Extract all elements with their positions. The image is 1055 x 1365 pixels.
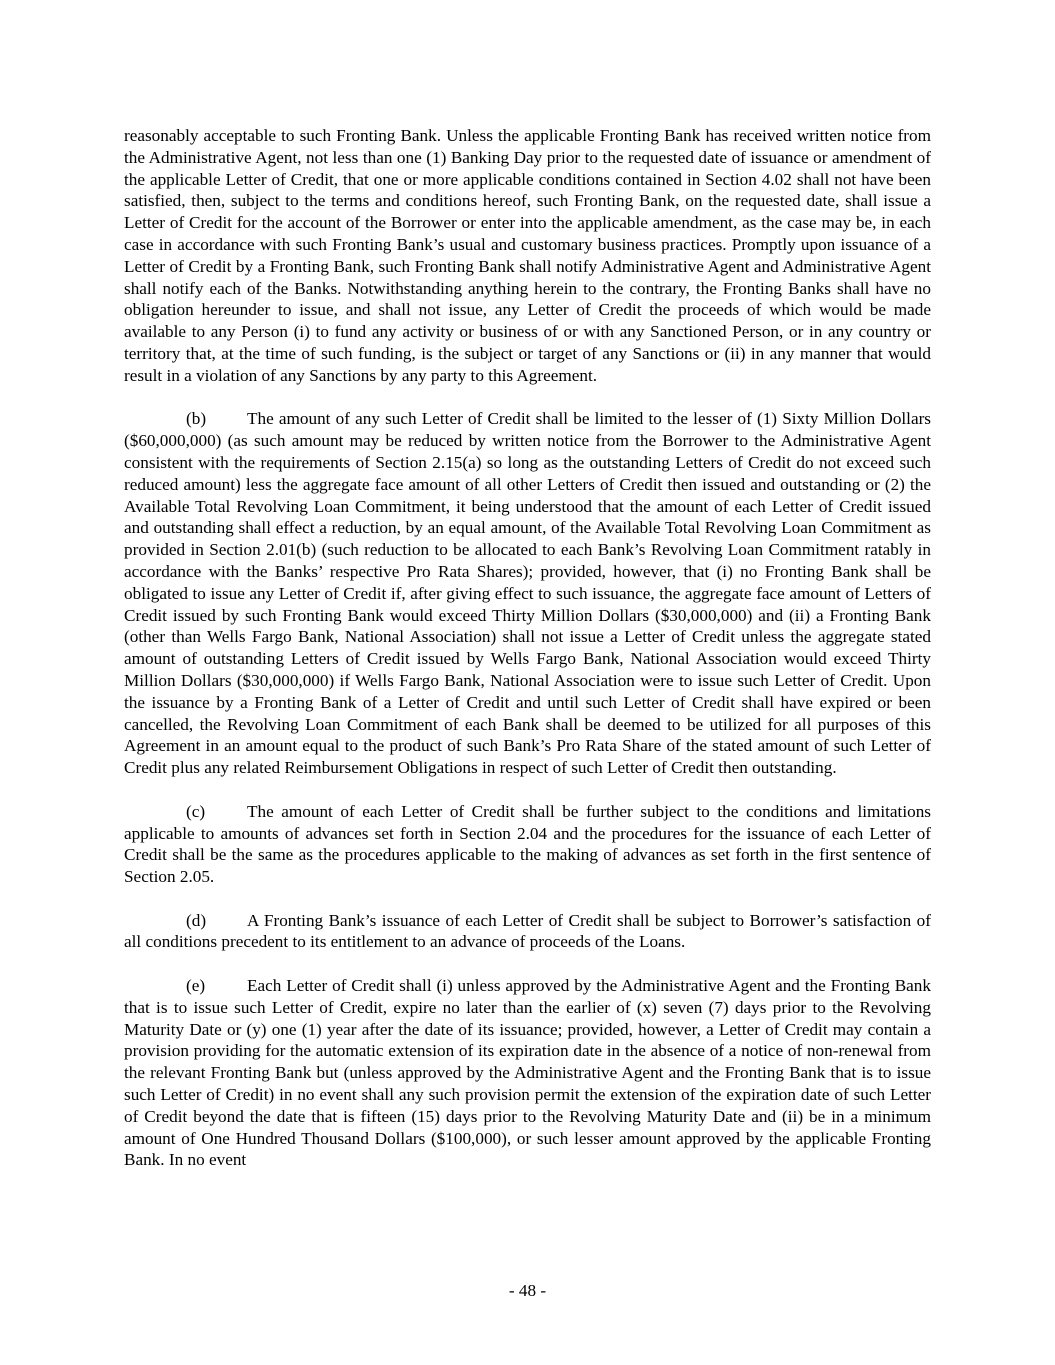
- paragraph-label: (d): [186, 910, 207, 930]
- paragraph-text: The amount of any such Letter of Credit shall be limited to the lesser of (1) Sixty Million Dollars ($60,000,000) (as such amount may be reduced by written notice from the Borrower to the Administrative Agent consistent with the requirements of Section 2.15(a) so long as the outstanding Letters of Credit do not exceed such reduced amount) less the aggregate face amount of all other Letters of Credit then issued and outstanding or (2) the Available Total Revolving Loan Commitment, it being understood that the amount of each Letter of Credit issued and outstanding shall effect a reduction, by an equal amount, of the Available Total Revolving Loan Commitment as provided in Section 2.01(b) (such reduction to be allocated to each Bank’s Revolving Loan Commitment ratably in accordance with the Banks’ respective Pro Rata Shares); provided, however, that (i) no Fronting Bank shall be obligated to issue any Letter of Credit if, after giving effect to such issuance, the aggregate face amount of Letters of Credit issued by such Fronting Bank would exceed Thirty Million Dollars ($30,000,000) and (ii) a Fronting Bank (other than Wells Fargo Bank, National Association) shall not issue a Letter of Credit unless the aggregate stated amount of outstanding Letters of Credit issued by Wells Fargo Bank, National Association would exceed Thirty Million Dollars ($30,000,000) if Wells Fargo Bank, National Association were to issue such Letter of Credit. Upon the issuance by a Fronting Bank of a Letter of Credit and until such Letter of Credit shall have expired or been cancelled, the Revolving Loan Commitment of each Bank shall be deemed to be utilized for all purposes of this Agreement in an amount equal to the product of such Bank’s Pro Rata Share of the stated amount of such Letter of Credit plus any related Reimbursement Obligations in respect of such Letter of Credit then outstanding.: [124, 409, 931, 778]
- paragraph-text: Each Letter of Credit shall (i) unless approved by the Administrative Agent and the Fronting Bank that is to issue such Letter of Credit, expire no later than the earlier of (x) seven (7) days prior to the Revolving Maturity Date or (y) one (1) year after the date of its issuance; provided, however, a Letter of Credit may contain a provision providing for the automatic extension of its expiration date in the absence of a notice of non-renewal from the relevant Fronting Bank but (unless approved by the Administrative Agent and the Fronting Bank that is to issue such Letter of Credit) in no event shall any such provision permit the extension of the expiration date of such Letter of Credit beyond the date that is fifteen (15) days prior to the Revolving Maturity Date and (ii) be in a minimum amount of One Hundred Thousand Dollars ($100,000), or such lesser amount approved by the applicable Fronting Bank. In no event: [124, 976, 931, 1170]
- paragraph-text: A Fronting Bank’s issuance of each Letter of Credit shall be subject to Borrower’s satisfaction of all conditions precedent to its entitlement to an advance of proceeds of the Loans.: [124, 910, 931, 952]
- paragraph-e: [124, 975, 931, 1171]
- paragraph-c: [124, 801, 931, 888]
- page-number: - 48 -: [508, 1281, 547, 1300]
- paragraph-b: [124, 408, 931, 779]
- document-body: [124, 125, 931, 1193]
- paragraph-d: [124, 910, 931, 954]
- paragraph-label: (b): [186, 409, 207, 429]
- paragraph-label: (e): [186, 976, 206, 996]
- paragraph-text: reasonably acceptable to such Fronting Bank. Unless the applicable Fronting Bank has received written notice from the Administrative Agent, not less than one (1) Banking Day prior to the requested date of issuance or amendment of the applicable Letter of Credit, that one or more applicable conditions contained in Section 4.02 shall not have been satisfied, then, subject to the terms and conditions hereof, such Fronting Bank, on the requested date, shall issue a Letter of Credit for the account of the Borrower or enter into the applicable amendment, as the case may be, in each case in accordance with such Fronting Bank’s usual and customary business practices. Promptly upon issuance of a Letter of Credit by a Fronting Bank, such Fronting Bank shall notify Administrative Agent and Administrative Agent shall notify each of the Banks. Notwithstanding anything herein to the contrary, the Fronting Banks shall have no obligation hereunder to issue, and shall not issue, any Letter of Credit the proceeds of which would be made available to any Person (i) to fund any activity or business of or with any Sanctioned Person, or in any country or territory that, at the time of such funding, is the subject or target of any Sanctions or (ii) in any manner that would result in a violation of any Sanctions by any party to this Agreement.: [124, 126, 931, 385]
- paragraph-text: The amount of each Letter of Credit shall be further subject to the conditions and limitations applicable to amounts of advances set forth in Section 2.04 and the procedures for the issuance of each Letter of Credit shall be the same as the procedures applicable to the making of advances as set forth in the first sentence of Section 2.05.: [124, 801, 931, 887]
- paragraph-label: (c): [186, 801, 206, 821]
- paragraph-continuation: [124, 125, 931, 387]
